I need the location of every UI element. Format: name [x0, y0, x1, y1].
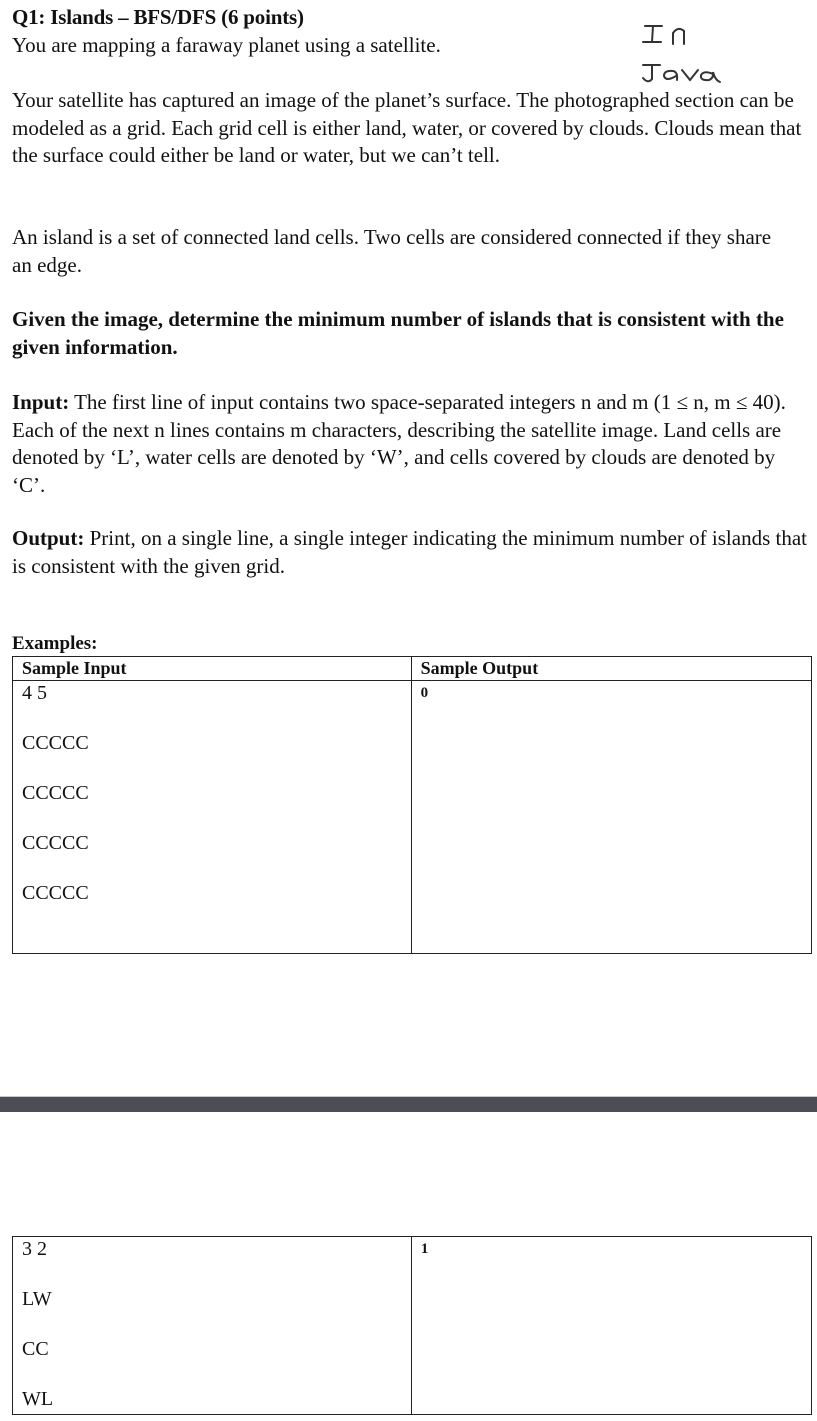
sample-input-cell: [13, 681, 412, 954]
input-line: CCCCC: [22, 782, 89, 804]
input-line: 4 5: [22, 682, 47, 704]
input-line: CCCCC: [22, 832, 89, 854]
sample-table-2: [12, 1236, 812, 1415]
island-definition-text: An island is a set of connected land cells. Two cells are considered connected if they share an edge.: [12, 225, 772, 277]
input-line: WL: [22, 1388, 54, 1410]
input-label: Input:: [12, 390, 70, 414]
input-line: 3 2: [22, 1238, 47, 1260]
page-separator: [0, 1096, 817, 1113]
handwritten-note-in-java: [640, 20, 760, 92]
output-value: 1: [420, 1241, 429, 1257]
intro-text: You are mapping a faraway planet using a satellite.: [12, 33, 441, 57]
task-statement: Given the image, determine the minimum number of islands that is consistent with the given information.: [12, 307, 784, 359]
examples-label: Examples:: [12, 633, 98, 654]
sample-output-header: Sample Output: [411, 657, 811, 681]
output-label: Output:: [12, 526, 85, 550]
sample-output-cell: [411, 681, 811, 954]
input-line: CCCCC: [22, 882, 89, 904]
description-text: Your satellite has captured an image of the planet’s surface. The photographed section can be modeled as a grid. Each grid cell is either land, water, or covered by clouds. Clouds mean that the surface could either be land or water, but we can’t tell.: [12, 88, 802, 167]
output-spec: [12, 525, 812, 580]
question-title: Q1: Islands – BFS/DFS (6 points): [12, 5, 304, 29]
output-value: 0: [420, 685, 429, 701]
input-line: LW: [22, 1288, 52, 1310]
sample-output-cell: [411, 1237, 811, 1415]
sample-input-cell: [13, 1237, 412, 1415]
sample-input-header: Sample Input: [13, 657, 412, 681]
output-spec-text: Print, on a single line, a single integer indicating the minimum number of islands that is consistent with the given grid.: [12, 526, 807, 578]
input-line: CCCCC: [22, 732, 89, 754]
input-spec-text: The first line of input contains two space-separated integers n and m (1 ≤ n, m ≤ 40). Each of the next n lines contains m characters, describing the satellite image. Land cells are denoted by ‘L’, water cells are denoted by ‘W’, and cells covered by clouds are denoted by ‘C’.: [12, 390, 786, 497]
input-line: CC: [22, 1338, 49, 1360]
sample-table-1: [12, 656, 812, 954]
input-spec: [12, 389, 812, 499]
